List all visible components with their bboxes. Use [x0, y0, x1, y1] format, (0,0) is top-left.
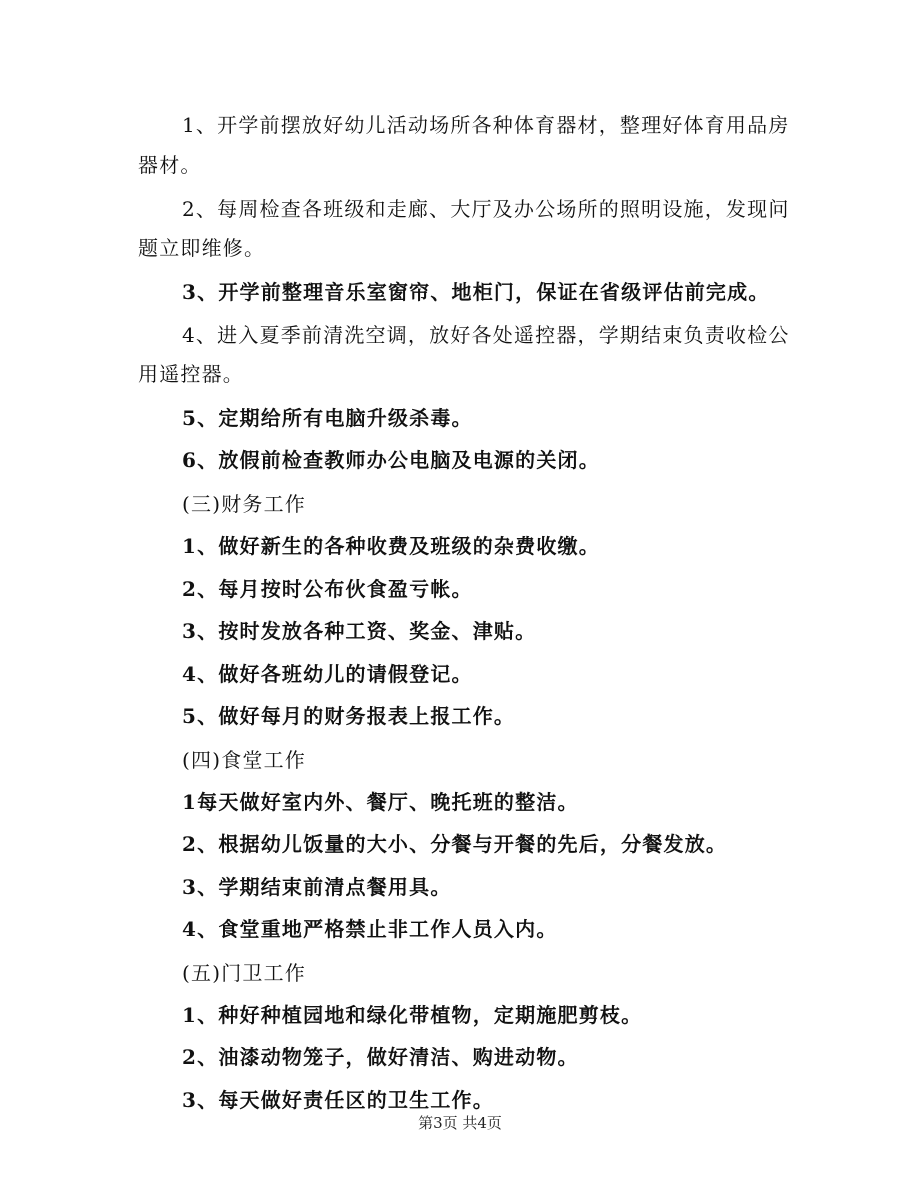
page-number-footer: 第3页 共4页	[418, 1114, 502, 1132]
paragraph-line: 3、学期结束前清点餐用具。	[182, 875, 452, 899]
paragraph-line: 1、种好种植园地和绿化带植物，定期施肥剪枝。	[182, 1003, 643, 1027]
section-heading-canteen: (四)食堂工作	[182, 748, 307, 772]
paragraph-line: 4、做好各班幼儿的请假登记。	[182, 662, 473, 686]
paragraph-line: 1、做好新生的各种收费及班级的杂费收缴。	[182, 534, 600, 558]
paragraph-line: 1、开学前摆放好幼儿活动场所各种体育器材，整理好体育用品房	[182, 113, 790, 137]
paragraph-line: 2、每月按时公布伙食盈亏帐。	[182, 577, 473, 601]
paragraph-line: 2、每周检查各班级和走廊、大厅及办公场所的照明设施，发现问	[182, 197, 790, 221]
paragraph-line: 器材。	[138, 153, 202, 177]
section-heading-finance: (三)财务工作	[182, 492, 307, 516]
paragraph-line: 2、根据幼儿饭量的大小、分餐与开餐的先后，分餐发放。	[182, 832, 728, 856]
paragraph-line: 3、开学前整理音乐室窗帘、地柜门，保证在省级评估前完成。	[182, 280, 770, 304]
paragraph-line: 4、进入夏季前清洗空调，放好各处遥控器，学期结束负责收检公	[182, 323, 790, 347]
paragraph-line: 3、每天做好责任区的卫生工作。	[182, 1088, 494, 1112]
paragraph-line: 1每天做好室内外、餐厅、晚托班的整洁。	[182, 790, 579, 814]
paragraph-line: 2、油漆动物笼子，做好清洁、购进动物。	[182, 1045, 579, 1069]
paragraph-line: 5、做好每月的财务报表上报工作。	[182, 704, 516, 728]
paragraph-line: 4、食堂重地严格禁止非工作人员入内。	[182, 917, 558, 941]
section-heading-gatekeeper: (五)门卫工作	[182, 961, 307, 985]
paragraph-line: 3、按时发放各种工资、奖金、津贴。	[182, 619, 537, 643]
paragraph-line: 6、放假前检查教师办公电脑及电源的关闭。	[182, 448, 600, 472]
paragraph-line: 用遥控器。	[138, 362, 244, 386]
paragraph-line: 题立即维修。	[138, 236, 266, 260]
paragraph-line: 5、定期给所有电脑升级杀毒。	[182, 406, 473, 430]
